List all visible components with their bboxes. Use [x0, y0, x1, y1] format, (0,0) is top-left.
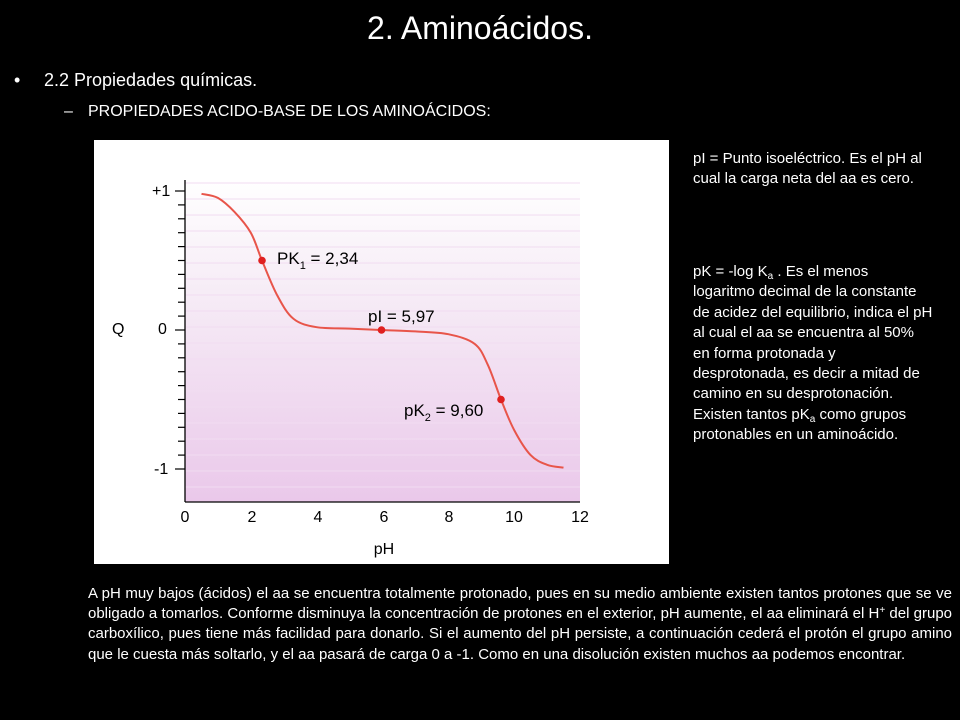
bullet-level1: [14, 69, 257, 91]
pk2-annotation: $pK_2 = 9,60$: [404, 401, 484, 424]
bullet-dot-icon: •: [14, 70, 21, 90]
y-tick-label-0: 0: [158, 321, 167, 338]
x-tick-label-2: 2: [247, 509, 257, 526]
x-tick-label-10: 10: [505, 509, 523, 526]
pk-text-middle: . Es el menos logaritmo decimal de la constante de acidez del equilibrio, indica el pH al cual el aa se encuentra al 50% en forma protonada y desprotonada, es decir a mitad de camino en su desprotonación. Existen tantos pK: [693, 263, 933, 423]
bullet-level1-text: 2.2 Propiedades químicas.: [44, 70, 258, 90]
y-tick-label-minus1: -1: [154, 461, 169, 478]
x-tick-label-12: 12: [571, 509, 589, 526]
pi-point: [378, 326, 386, 334]
pk-definition-text: [693, 262, 933, 446]
explanation-paragraph: [88, 584, 952, 665]
y-tick-marks: [175, 191, 185, 469]
pk2-point: [497, 396, 505, 404]
pk-sub-b: a: [809, 413, 816, 425]
explanation-part2: del grupo carboxílico, pues tiene más facilidad para donarlo. Si el aumento del pH persiste, a continuación cederá el protón el grupo amino que le cuesta más soltarlo, y el aa pasará de carga 0 a -1. Como en una disolución existen muchos aa podemos encontrar.: [88, 605, 953, 663]
slide-title: 2. Aminoácidos.: [367, 10, 593, 46]
pi-annotation: pI = 5,97: [368, 307, 435, 326]
plot-background: [185, 180, 580, 502]
bullet-dash-icon: –: [64, 103, 73, 120]
explanation-part1: A pH muy bajos (ácidos) el aa se encuentra totalmente protonado, pues en su medio ambiente existen tantos protones que se ve obligado a tomarlos. Conforme disminuya la concentración de protones en el exterior, pH aumente, el aa eliminará el H: [88, 585, 952, 623]
explanation-sup: +: [879, 605, 886, 617]
x-tick-label-4: 4: [313, 509, 323, 526]
y-tick-labels: [152, 183, 170, 478]
titration-figure: [94, 140, 669, 564]
y-tick-label-plus1: +1: [152, 183, 171, 200]
titration-chart-svg: [94, 140, 669, 564]
x-tick-label-6: 6: [379, 509, 389, 526]
pk-sub-a: a: [767, 271, 774, 282]
pi-definition-text: pI = Punto isoeléctrico. Es el pH al cual la carga neta del aa es cero.: [693, 150, 922, 188]
pk-text-end: como grupos protonables en un aminoácido.: [693, 405, 907, 444]
pk1-point: [258, 257, 266, 265]
x-tick-label-8: 8: [444, 509, 454, 526]
y-axis-label: Q: [112, 321, 125, 338]
bullet-level2-text: PROPIEDADES ACIDO-BASE DE LOS AMINOÁCIDOS:: [88, 103, 491, 120]
x-tick-labels: [181, 509, 589, 526]
x-tick-label-0: 0: [180, 509, 190, 526]
bullet-level2: [64, 102, 491, 122]
x-axis-label: pH: [373, 541, 395, 558]
pk1-annotation: $PK_1 = 2,34$: [277, 249, 359, 272]
pk-text-start: pK = -log K: [693, 263, 768, 280]
